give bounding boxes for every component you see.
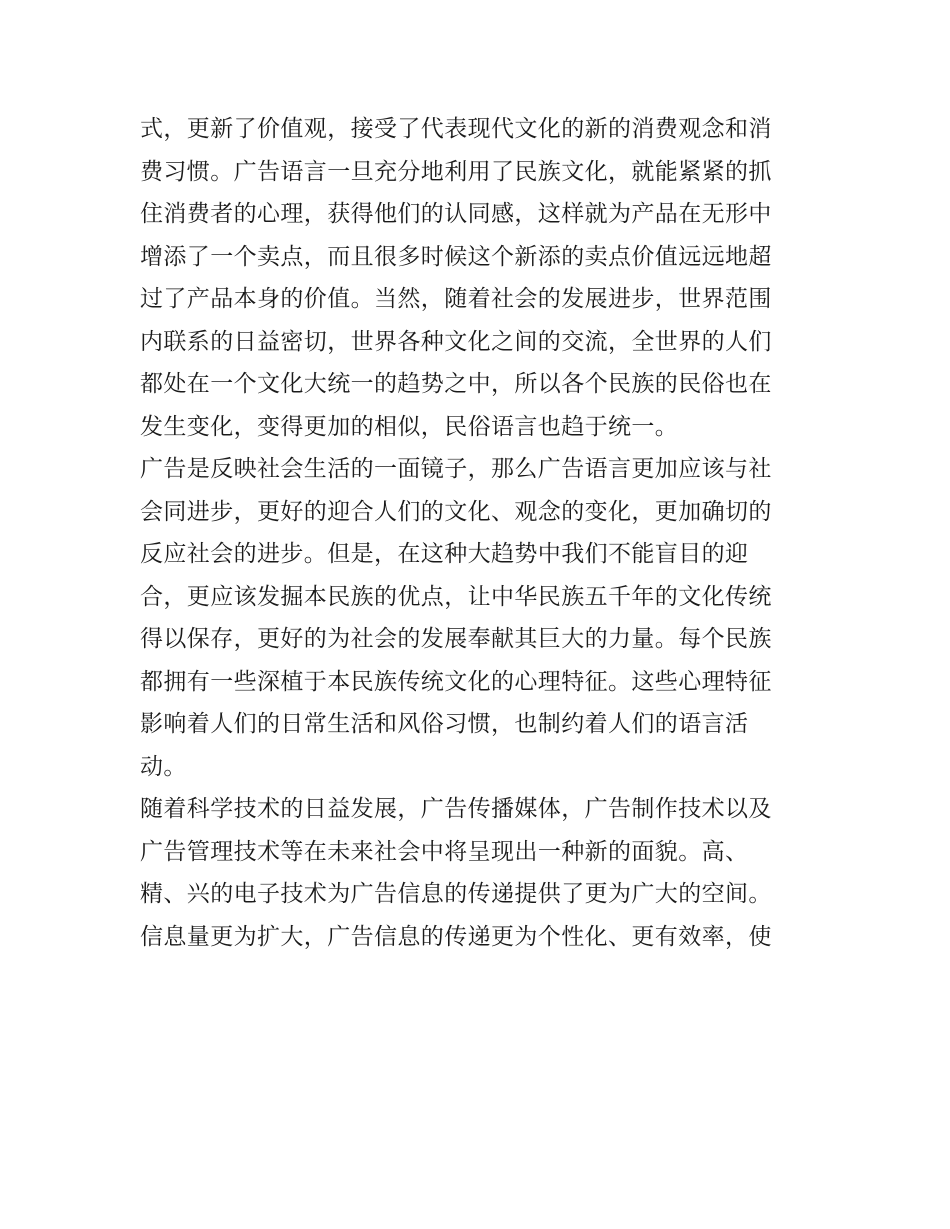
- text-line: 精、兴的电子技术为广告信息的传递提供了更为广大的空间。: [140, 881, 772, 907]
- text-line: 都处在一个文化大统一的趋势之中，所以各个民族的民俗也在: [140, 371, 772, 397]
- text-line: 广告管理技术等在未来社会中将呈现出一种新的面貌。高、: [140, 838, 749, 865]
- text-line: 广告是反映社会生活的一面镜子，那么广告语言更加应该与社: [140, 456, 772, 482]
- text-line: 随着科学技术的日益发展，广告传播媒体，广告制作技术以及: [140, 796, 772, 822]
- text-line: 内联系的日益密切，世界各种文化之间的交流，全世界的人们: [140, 328, 772, 355]
- text-line: 得以保存，更好的为社会的发展奉献其巨大的力量。每个民族: [140, 626, 772, 652]
- text-line: 费习惯。广告语言一旦充分地利用了民族文化，就能紧紧的抓: [140, 158, 772, 185]
- text-line: 会同进步，更好的迎合人们的文化、观念的变化，更加确切的: [140, 498, 772, 525]
- body-text: [140, 108, 820, 958]
- text-line: 合，更应该发掘本民族的优点，让中华民族五千年的文化传统: [140, 583, 772, 610]
- text-line: 增添了一个卖点，而且很多时候这个新添的卖点价值远远地超: [140, 243, 772, 270]
- text-line: 过了产品本身的价值。当然，随着社会的发展进步，世界范围: [140, 286, 772, 312]
- text-line: 动。: [140, 753, 187, 780]
- text-line: 都拥有一些深植于本民族传统文化的心理特征。这些心理特征: [140, 668, 772, 695]
- text-line: 住消费者的心理，获得他们的认同感，这样就为产品在无形中: [140, 201, 772, 227]
- text-line: 式，更新了价值观，接受了代表现代文化的新的消费观念和消: [140, 116, 772, 142]
- text-line: 发生变化，变得更加的相似，民俗语言也趋于统一。: [140, 413, 679, 440]
- text-line: 信息量更为扩大，广告信息的传递更为个性化、更有效率，使: [140, 923, 772, 950]
- text-line: 影响着人们的日常生活和风俗习惯，也制约着人们的语言活: [140, 711, 749, 737]
- text-line: 反应社会的进步。但是，在这种大趋势中我们不能盲目的迎: [140, 541, 749, 567]
